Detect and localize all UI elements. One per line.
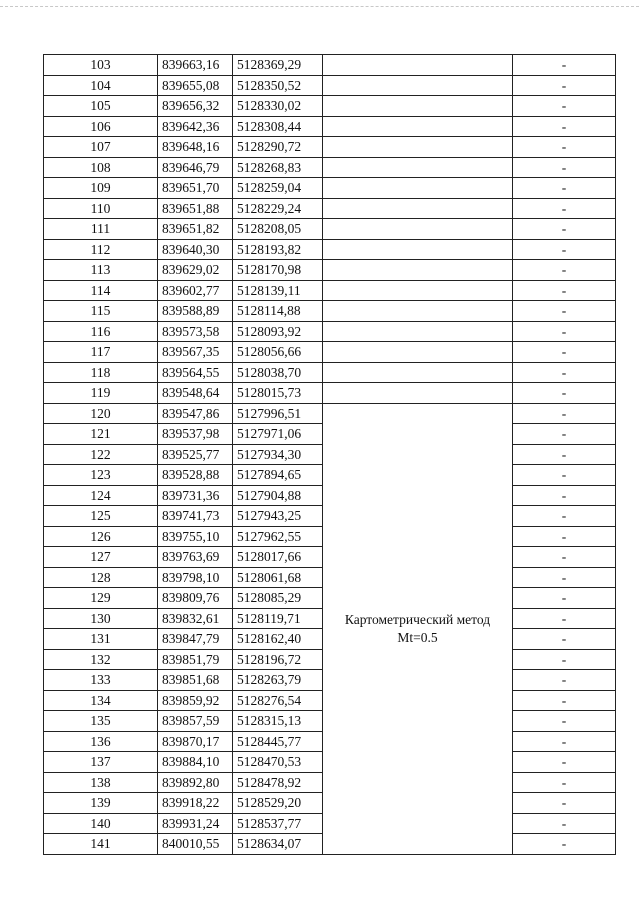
point-number: 141 xyxy=(44,834,158,855)
point-number: 131 xyxy=(44,629,158,650)
coordinate-y: 5128330,02 xyxy=(233,96,323,117)
note-cell: - xyxy=(513,55,616,76)
coordinate-x: 839651,88 xyxy=(158,198,233,219)
coordinate-x: 839655,08 xyxy=(158,75,233,96)
coordinate-x: 839832,61 xyxy=(158,608,233,629)
table-row xyxy=(44,260,616,281)
method-cell-empty xyxy=(323,260,513,281)
coordinate-y: 5128038,70 xyxy=(233,362,323,383)
point-number: 126 xyxy=(44,526,158,547)
method-label: Картометрический метод xyxy=(344,611,491,627)
coordinate-y: 5128308,44 xyxy=(233,116,323,137)
point-number: 112 xyxy=(44,239,158,260)
page-top-rule xyxy=(0,6,639,7)
coordinate-x: 839537,98 xyxy=(158,424,233,445)
coordinate-y: 5128315,13 xyxy=(233,711,323,732)
coordinate-x: 839851,79 xyxy=(158,649,233,670)
note-cell: - xyxy=(513,649,616,670)
method-cell-empty xyxy=(323,137,513,158)
point-number: 129 xyxy=(44,588,158,609)
coordinate-y: 5128529,20 xyxy=(233,793,323,814)
note-cell: - xyxy=(513,260,616,281)
table-row xyxy=(44,342,616,363)
coordinate-x: 839884,10 xyxy=(158,752,233,773)
table-row xyxy=(44,178,616,199)
point-number: 137 xyxy=(44,752,158,773)
table-row xyxy=(44,362,616,383)
coordinates-table xyxy=(43,54,616,855)
table-row xyxy=(44,116,616,137)
note-cell: - xyxy=(513,588,616,609)
point-number: 103 xyxy=(44,55,158,76)
coordinate-x: 839525,77 xyxy=(158,444,233,465)
table-row xyxy=(44,137,616,158)
note-cell: - xyxy=(513,178,616,199)
coordinate-y: 5128445,77 xyxy=(233,731,323,752)
point-number: 125 xyxy=(44,506,158,527)
point-number: 130 xyxy=(44,608,158,629)
coordinate-x: 839741,73 xyxy=(158,506,233,527)
coordinate-x: 840010,55 xyxy=(158,834,233,855)
coordinate-y: 5128085,29 xyxy=(233,588,323,609)
point-number: 107 xyxy=(44,137,158,158)
method-cell-empty xyxy=(323,198,513,219)
note-cell: - xyxy=(513,526,616,547)
method-cell-empty xyxy=(323,157,513,178)
table-row xyxy=(44,239,616,260)
note-cell: - xyxy=(513,772,616,793)
point-number: 116 xyxy=(44,321,158,342)
coordinate-y: 5128369,29 xyxy=(233,55,323,76)
coordinate-y: 5128478,92 xyxy=(233,772,323,793)
method-cell-empty xyxy=(323,96,513,117)
coordinate-x: 839731,36 xyxy=(158,485,233,506)
note-cell: - xyxy=(513,567,616,588)
point-number: 133 xyxy=(44,670,158,691)
note-cell: - xyxy=(513,608,616,629)
coordinate-y: 5128276,54 xyxy=(233,690,323,711)
coordinate-x: 839548,64 xyxy=(158,383,233,404)
method-cell-empty xyxy=(323,239,513,260)
point-number: 106 xyxy=(44,116,158,137)
table-row xyxy=(44,198,616,219)
coordinate-y: 5128017,66 xyxy=(233,547,323,568)
table-row xyxy=(44,321,616,342)
note-cell: - xyxy=(513,342,616,363)
coordinate-x: 839640,30 xyxy=(158,239,233,260)
table-row xyxy=(44,280,616,301)
coordinate-x: 839567,35 xyxy=(158,342,233,363)
note-cell: - xyxy=(513,793,616,814)
point-number: 127 xyxy=(44,547,158,568)
point-number: 138 xyxy=(44,772,158,793)
point-number: 136 xyxy=(44,731,158,752)
table-row xyxy=(44,403,616,424)
point-number: 122 xyxy=(44,444,158,465)
note-cell: - xyxy=(513,96,616,117)
method-cell-empty xyxy=(323,219,513,240)
point-number: 135 xyxy=(44,711,158,732)
method-cell-empty xyxy=(323,362,513,383)
coordinate-x: 839602,77 xyxy=(158,280,233,301)
table-row xyxy=(44,157,616,178)
method-cell-empty xyxy=(323,301,513,322)
coordinates-table-body xyxy=(44,55,616,855)
note-cell: - xyxy=(513,321,616,342)
coordinate-y: 5127904,88 xyxy=(233,485,323,506)
coordinate-x: 839663,16 xyxy=(158,55,233,76)
note-cell: - xyxy=(513,424,616,445)
coordinate-y: 5128170,98 xyxy=(233,260,323,281)
table-row xyxy=(44,75,616,96)
point-number: 105 xyxy=(44,96,158,117)
coordinate-x: 839755,10 xyxy=(158,526,233,547)
method-accuracy: Mt=0.5 xyxy=(397,629,438,645)
table-row xyxy=(44,219,616,240)
point-number: 123 xyxy=(44,465,158,486)
coordinate-x: 839847,79 xyxy=(158,629,233,650)
coordinate-x: 839573,58 xyxy=(158,321,233,342)
note-cell: - xyxy=(513,198,616,219)
coordinate-y: 5128229,24 xyxy=(233,198,323,219)
coordinate-y: 5128634,07 xyxy=(233,834,323,855)
coordinate-y: 5128290,72 xyxy=(233,137,323,158)
coordinate-y: 5128208,05 xyxy=(233,219,323,240)
coordinate-y: 5128015,73 xyxy=(233,383,323,404)
coordinate-y: 5127996,51 xyxy=(233,403,323,424)
note-cell: - xyxy=(513,752,616,773)
method-cell xyxy=(323,403,513,854)
point-number: 113 xyxy=(44,260,158,281)
method-cell-empty xyxy=(323,178,513,199)
note-cell: - xyxy=(513,813,616,834)
coordinate-y: 5127971,06 xyxy=(233,424,323,445)
note-cell: - xyxy=(513,629,616,650)
coordinate-x: 839763,69 xyxy=(158,547,233,568)
point-number: 108 xyxy=(44,157,158,178)
coordinate-x: 839651,70 xyxy=(158,178,233,199)
point-number: 109 xyxy=(44,178,158,199)
note-cell: - xyxy=(513,506,616,527)
coordinate-y: 5128114,88 xyxy=(233,301,323,322)
coordinate-y: 5127934,30 xyxy=(233,444,323,465)
point-number: 132 xyxy=(44,649,158,670)
point-number: 114 xyxy=(44,280,158,301)
coordinate-y: 5128537,77 xyxy=(233,813,323,834)
point-number: 120 xyxy=(44,403,158,424)
coordinate-x: 839629,02 xyxy=(158,260,233,281)
point-number: 139 xyxy=(44,793,158,814)
coordinate-x: 839918,22 xyxy=(158,793,233,814)
coordinate-y: 5127943,25 xyxy=(233,506,323,527)
coordinate-y: 5128350,52 xyxy=(233,75,323,96)
note-cell: - xyxy=(513,157,616,178)
point-number: 140 xyxy=(44,813,158,834)
note-cell: - xyxy=(513,75,616,96)
note-cell: - xyxy=(513,670,616,691)
coordinate-x: 839642,36 xyxy=(158,116,233,137)
point-number: 124 xyxy=(44,485,158,506)
note-cell: - xyxy=(513,383,616,404)
note-cell: - xyxy=(513,362,616,383)
coordinate-y: 5128056,66 xyxy=(233,342,323,363)
note-cell: - xyxy=(513,219,616,240)
note-cell: - xyxy=(513,547,616,568)
note-cell: - xyxy=(513,465,616,486)
point-number: 118 xyxy=(44,362,158,383)
coordinate-x: 839859,92 xyxy=(158,690,233,711)
coordinate-x: 839564,55 xyxy=(158,362,233,383)
coordinate-y: 5128139,11 xyxy=(233,280,323,301)
coordinate-y: 5128093,92 xyxy=(233,321,323,342)
coordinate-y: 5128162,40 xyxy=(233,629,323,650)
note-cell: - xyxy=(513,280,616,301)
coordinate-x: 839528,88 xyxy=(158,465,233,486)
coordinate-y: 5128259,04 xyxy=(233,178,323,199)
coordinate-x: 839646,79 xyxy=(158,157,233,178)
note-cell: - xyxy=(513,116,616,137)
coordinate-x: 839656,32 xyxy=(158,96,233,117)
coordinate-y: 5127962,55 xyxy=(233,526,323,547)
table-row xyxy=(44,301,616,322)
table-row xyxy=(44,55,616,76)
coordinate-y: 5128119,71 xyxy=(233,608,323,629)
coordinate-x: 839588,89 xyxy=(158,301,233,322)
coordinate-x: 839798,10 xyxy=(158,567,233,588)
note-cell: - xyxy=(513,834,616,855)
coordinate-y: 5128061,68 xyxy=(233,567,323,588)
point-number: 117 xyxy=(44,342,158,363)
point-number: 110 xyxy=(44,198,158,219)
point-number: 119 xyxy=(44,383,158,404)
table-row xyxy=(44,383,616,404)
coordinate-y: 5128263,79 xyxy=(233,670,323,691)
note-cell: - xyxy=(513,485,616,506)
method-cell-empty xyxy=(323,383,513,404)
coordinate-x: 839851,68 xyxy=(158,670,233,691)
note-cell: - xyxy=(513,690,616,711)
coordinate-x: 839547,86 xyxy=(158,403,233,424)
coordinate-x: 839648,16 xyxy=(158,137,233,158)
point-number: 115 xyxy=(44,301,158,322)
method-cell-empty xyxy=(323,280,513,301)
coordinate-y: 5128268,83 xyxy=(233,157,323,178)
method-cell-empty xyxy=(323,321,513,342)
point-number: 104 xyxy=(44,75,158,96)
coordinate-x: 839870,17 xyxy=(158,731,233,752)
coordinate-y: 5128470,53 xyxy=(233,752,323,773)
coordinate-y: 5127894,65 xyxy=(233,465,323,486)
point-number: 134 xyxy=(44,690,158,711)
note-cell: - xyxy=(513,301,616,322)
coordinate-x: 839809,76 xyxy=(158,588,233,609)
note-cell: - xyxy=(513,137,616,158)
coordinate-x: 839651,82 xyxy=(158,219,233,240)
note-cell: - xyxy=(513,731,616,752)
coordinate-y: 5128193,82 xyxy=(233,239,323,260)
coordinate-y: 5128196,72 xyxy=(233,649,323,670)
method-cell-empty xyxy=(323,75,513,96)
method-cell-empty xyxy=(323,342,513,363)
point-number: 128 xyxy=(44,567,158,588)
table-row xyxy=(44,96,616,117)
coordinate-x: 839857,59 xyxy=(158,711,233,732)
note-cell: - xyxy=(513,711,616,732)
note-cell: - xyxy=(513,444,616,465)
note-cell: - xyxy=(513,403,616,424)
method-cell-empty xyxy=(323,55,513,76)
point-number: 111 xyxy=(44,219,158,240)
coordinate-x: 839931,24 xyxy=(158,813,233,834)
coordinate-x: 839892,80 xyxy=(158,772,233,793)
point-number: 121 xyxy=(44,424,158,445)
method-cell-empty xyxy=(323,116,513,137)
note-cell: - xyxy=(513,239,616,260)
